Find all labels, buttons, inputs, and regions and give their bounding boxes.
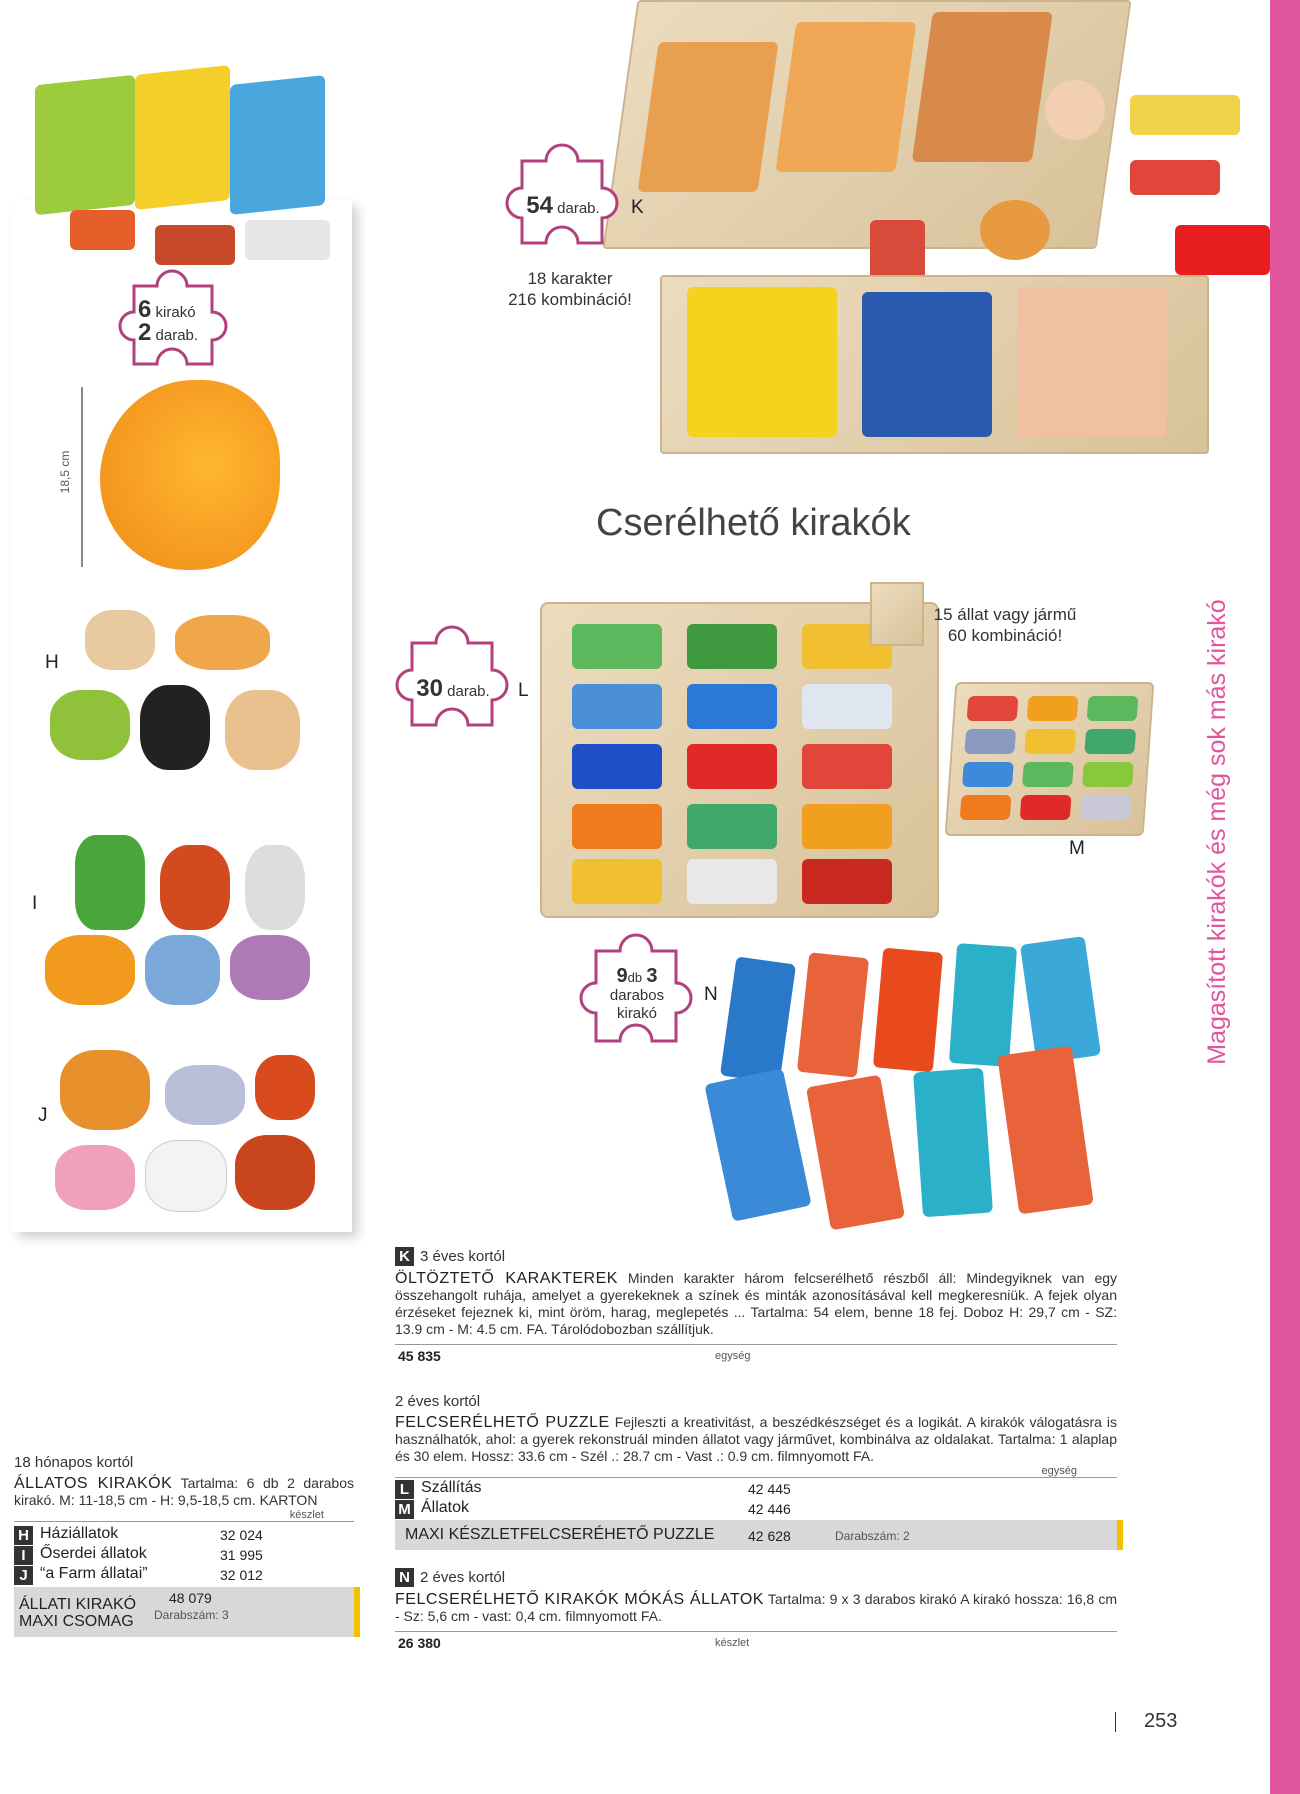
product-left (14, 1454, 354, 1637)
dimension-label: 18,5 cm (58, 450, 72, 494)
animal-board-image (945, 682, 1155, 836)
side-section-label: Magasított kirakók és még sok más kirakó (1203, 599, 1231, 1065)
product-n-unit: készlet (715, 1637, 750, 1649)
fish-puzzle-image (100, 380, 280, 570)
product-n-letter: N (395, 1568, 414, 1587)
product-k (395, 1247, 1117, 1367)
product-lm-name: FELCSERÉLHETŐ PUZZLE (395, 1414, 610, 1431)
product-n-age: 2 éves kortól (420, 1569, 506, 1586)
l-note: 15 állat vagy jármű 60 kombináció! (933, 605, 1077, 645)
letter-j: J (38, 1105, 48, 1126)
product-lm-row-m: M Állatok 42 446 (395, 1498, 1117, 1518)
product-left-name: ÁLLATOS KIRAKÓK (14, 1475, 173, 1492)
product-lm (395, 1393, 1117, 1550)
product-left-maxi: ÁLLATI KIRAKÓ MAXI CSOMAG 48 079 Darabszám: 3 (14, 1587, 354, 1637)
letter-i: I (32, 893, 38, 914)
badge-l-text: 30 darab. (416, 675, 490, 702)
page-number: 253 (1144, 1710, 1178, 1732)
letter-m: M (1069, 838, 1085, 859)
jungle-animals-image (45, 835, 315, 1010)
letter-h: H (45, 652, 59, 673)
product-k-name: ÖLTÖZTETŐ KARAKTEREK (395, 1270, 618, 1287)
funny-animals-image (718, 940, 1148, 1230)
product-left-description: Tartalma: 6 db 2 darabos kirakó. M: 11-18,5 cm - H: 9,5-18,5 cm. KARTON (14, 1475, 354, 1508)
badge-k-text: 54 darab. (526, 192, 600, 219)
product-n (395, 1568, 1117, 1654)
puzzle-boxes-image (35, 60, 345, 270)
product-n-code: 26 380 (398, 1635, 441, 1651)
product-n-name: FELCSERÉLHETŐ KIRAKÓK MÓKÁS ÁLLATOK (395, 1591, 764, 1608)
product-left-row-j: J “a Farm állatai” 32 012 (14, 1564, 354, 1584)
loose-pieces-image (830, 80, 1275, 290)
k-note: 18 karakter 216 kombináció! (508, 269, 632, 309)
product-k-code: 45 835 (398, 1348, 441, 1364)
product-left-age: 18 hónapos kortól (14, 1454, 134, 1471)
product-lm-unit: egység (1041, 1465, 1077, 1477)
product-k-age: 3 éves kortól (420, 1248, 506, 1265)
dimension-line (81, 387, 83, 567)
product-left-row-i: I Őserdei állatok 31 995 (14, 1544, 354, 1564)
vehicle-board-image (540, 602, 939, 918)
bear-board-image (660, 275, 1209, 454)
section-title: Cserélhető kirakók (596, 502, 911, 544)
letter-l: L (518, 680, 529, 701)
product-left-row-h: H Háziállatok 32 024 (14, 1524, 354, 1544)
badge-left-text: 6 kirakó 2 darab. (138, 296, 199, 346)
letter-k: K (631, 197, 644, 218)
product-lm-row-l: L Szállítás 42 445 (395, 1478, 1117, 1498)
product-lm-description: Fejleszti a kreativitást, a beszédkészséget és a logikát. A kirakók válogatásra is használhatók, ahol: a gyerek rekonstruál minden állatot vagy járművet, kombinálva az oldalakat. Tartalma: 1 alaplap és 30 elem. Hossz: 33.6 cm - Szél .: 28.7 cm - Vast .: 0.9 cm. filmnyomott FA. (395, 1414, 1118, 1464)
product-left-unit: készlet (289, 1509, 324, 1521)
product-k-letter: K (395, 1247, 414, 1266)
badge-n-text: 9db 3 darabos kirakó (609, 965, 665, 1022)
letter-n: N (704, 984, 718, 1005)
product-k-description: Minden karakter három felcserélhető részből áll: Mindegyiknek van egy összehangolt ruhája, amelyet a gyerekeknek a színek és minták azonosításával kell megkeresniük. A fejek olyan érzéseket fejeznek ki, mint öröm, harag, meglepetés ... Tartalma: 54 elem, benne 18 fej. Doboz H: 29,7 cm - SZ: 13.9 cm - M: 4.5 cm. FA. Tárolódobozban szállítjuk. (395, 1270, 1118, 1337)
page-number-divider (1115, 1712, 1116, 1732)
product-k-unit: egység (715, 1350, 751, 1362)
farm-animals-image (55, 1050, 315, 1215)
domestic-animals-image (50, 605, 310, 775)
product-lm-maxi: MAXI KÉSZLETFELCSERÉHETŐ PUZZLE 42 628 Darabszám: 2 (395, 1520, 1117, 1550)
product-lm-age: 2 éves kortól (395, 1393, 481, 1410)
product-n-description: Tartalma: 9 x 3 darabos kirakó A kirakó hossza: 16,8 cm - Sz: 5,6 cm - vast: 0,4 cm. filmnyomott FA. (395, 1591, 1118, 1624)
